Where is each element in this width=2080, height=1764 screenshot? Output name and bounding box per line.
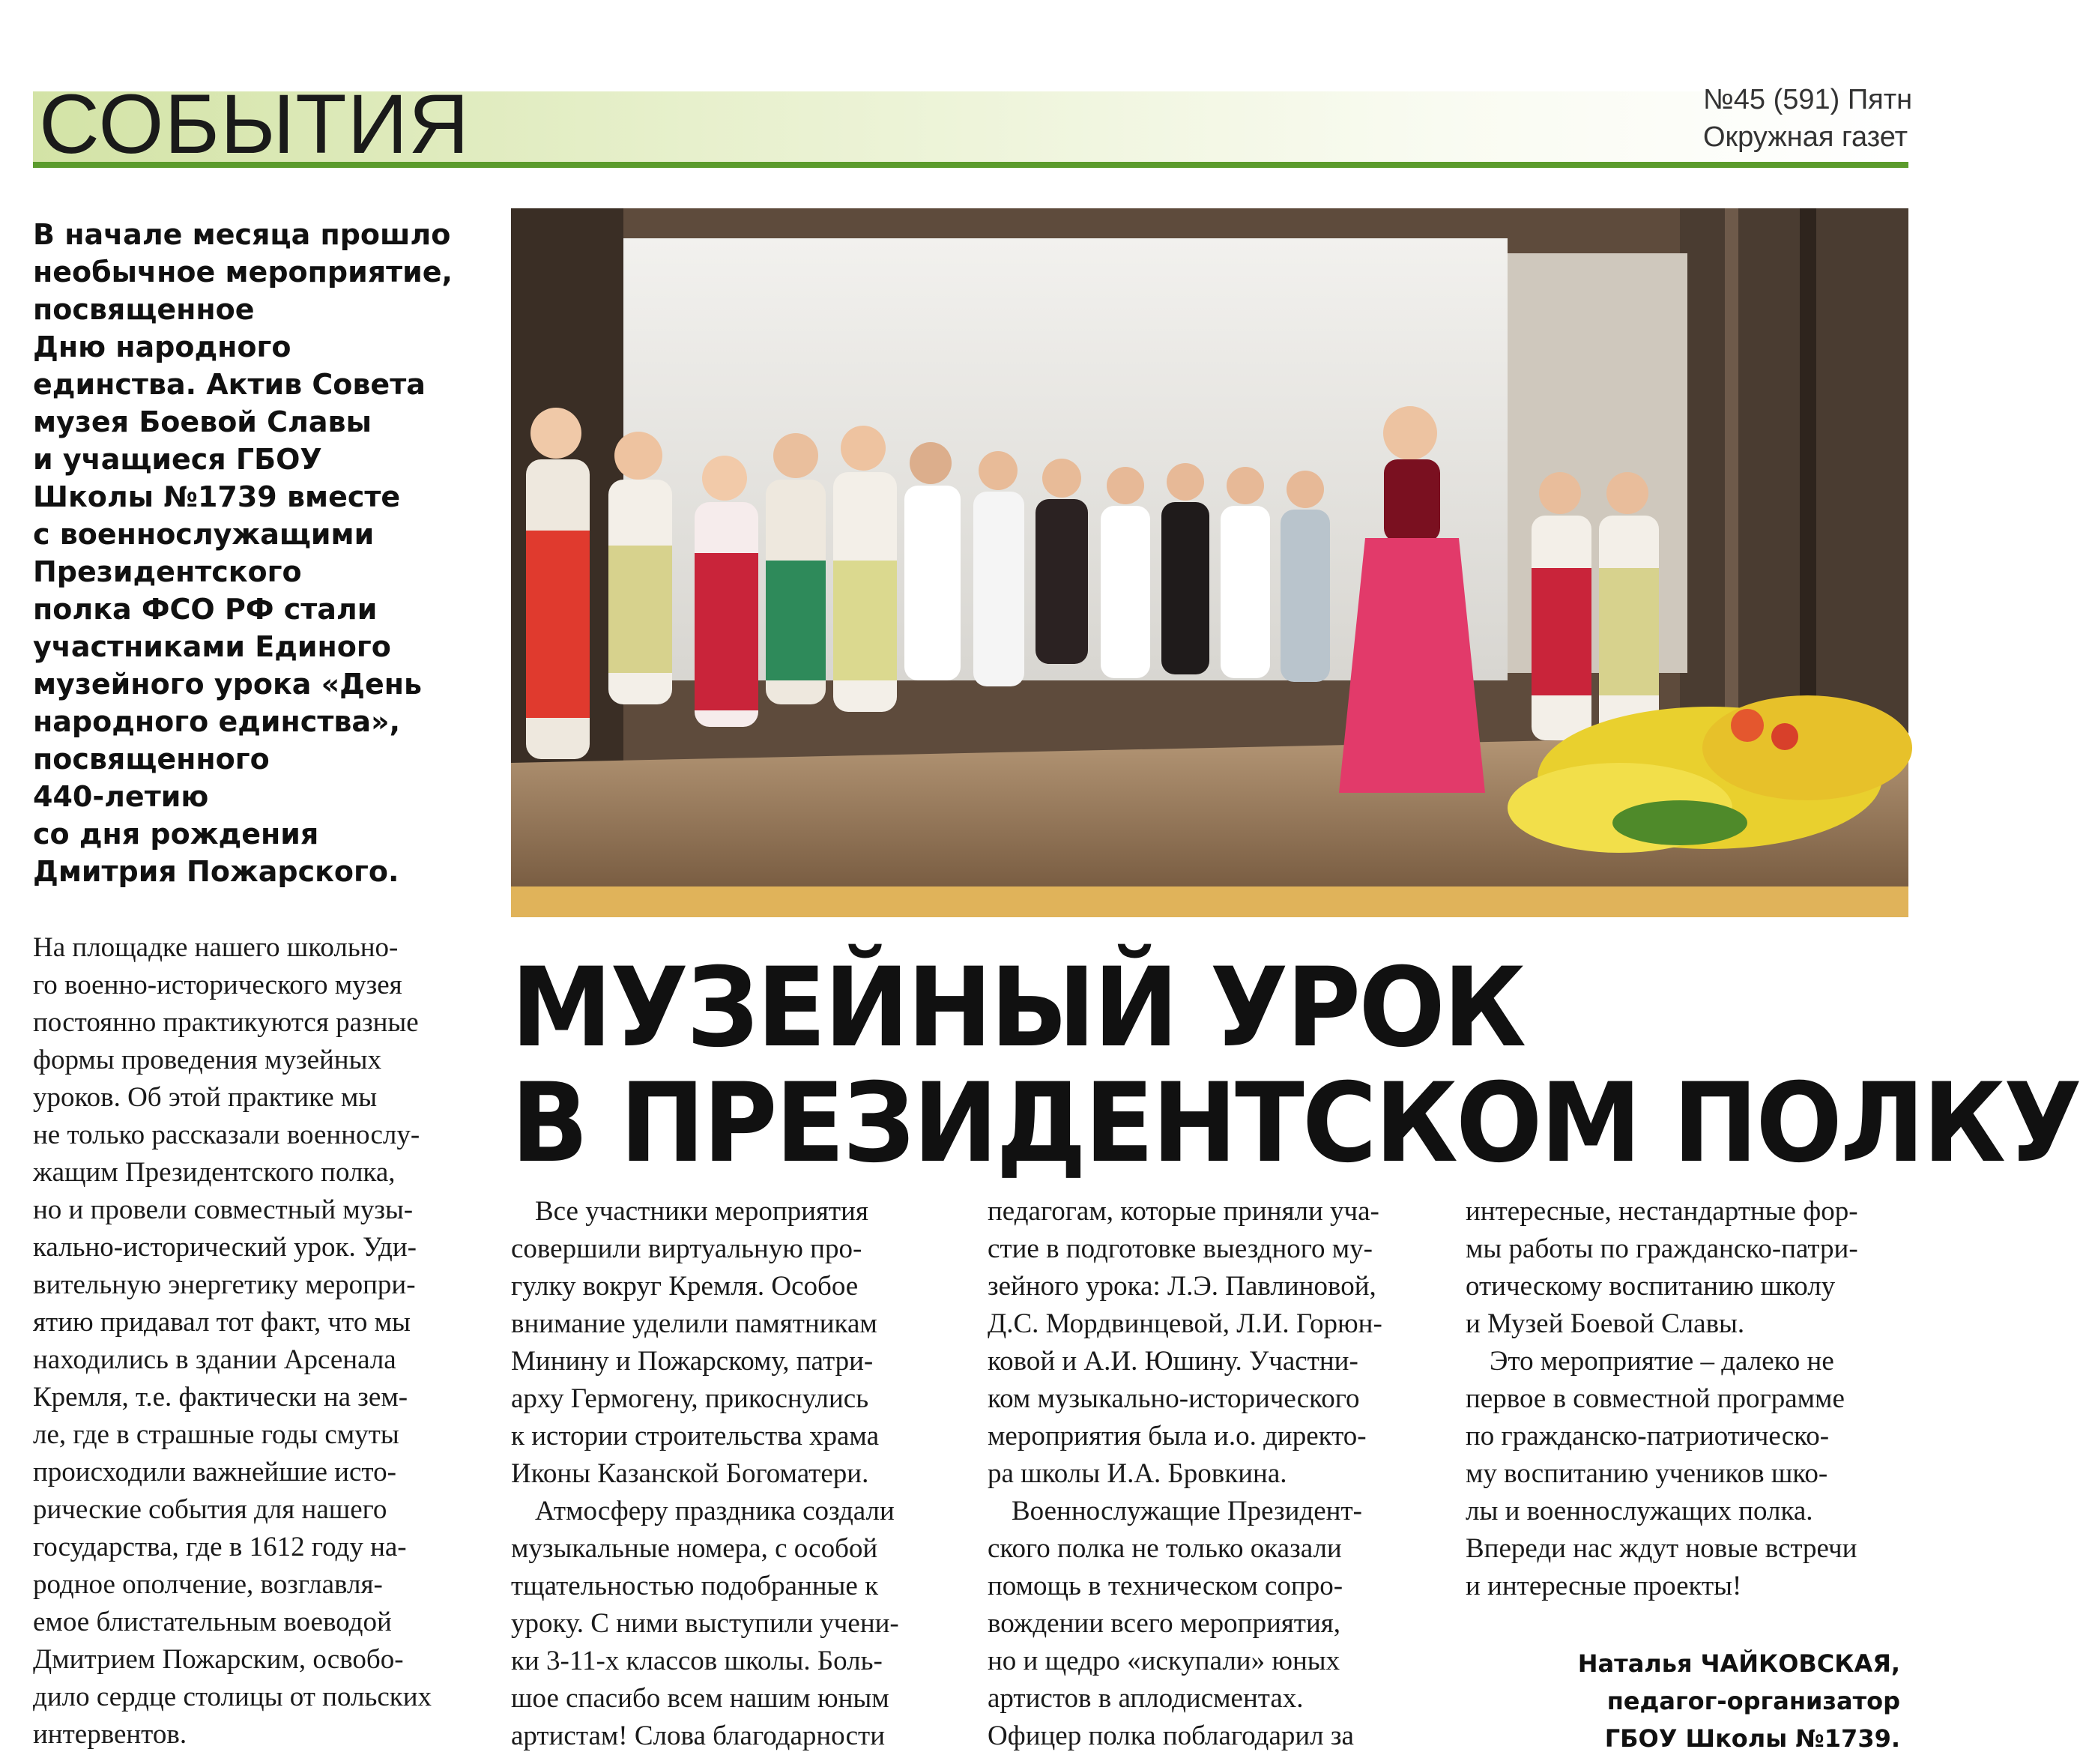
body-line: му воспитанию учеников шко- bbox=[1466, 1458, 1828, 1489]
body-line: Это мероприятие – далеко не bbox=[1490, 1346, 1834, 1377]
lead-line: Дмитрия Пожарского. bbox=[33, 855, 399, 888]
lead-line: музейного урока «День bbox=[33, 668, 423, 701]
body-line: первое в совместной программе bbox=[1466, 1383, 1845, 1414]
body-line: Кремля, т.е. фактически на зем- bbox=[33, 1382, 408, 1413]
body-line: ра школы И.А. Бровкина. bbox=[988, 1458, 1287, 1489]
body-line: ковой и А.И. Юшину. Участни- bbox=[988, 1346, 1358, 1377]
headline-line: МУЗЕЙНЫЙ УРОК bbox=[511, 944, 1525, 1072]
issue-number: №45 (591) Пятн bbox=[1703, 84, 1913, 115]
body-line: внимание уделили памятникам bbox=[511, 1308, 877, 1339]
body-line: кально-исторический урок. Уди- bbox=[33, 1232, 417, 1263]
body-line: Дмитрием Пожарским, освобо- bbox=[33, 1644, 404, 1675]
body-line: Военнослужащие Президент- bbox=[1012, 1496, 1362, 1526]
body-line: ки 3-11-х классов школы. Боль- bbox=[511, 1646, 883, 1676]
body-line: государства, где в 1612 году на- bbox=[33, 1532, 407, 1562]
author-school: ГБОУ Школы №1739. bbox=[1604, 1724, 1900, 1753]
body-line: к истории строительства храма bbox=[511, 1421, 880, 1452]
body-line: стие в подготовке выездного му- bbox=[988, 1233, 1373, 1264]
body-line: интервентов. bbox=[33, 1719, 187, 1750]
section-title: СОБЫТИЯ bbox=[39, 77, 470, 171]
body-line: педагогам, которые приняли уча- bbox=[988, 1196, 1379, 1227]
lead-line: В начале месяца прошло bbox=[33, 218, 451, 251]
body-line: помощь в техническом сопро- bbox=[988, 1571, 1343, 1601]
body-line: гулку вокруг Кремля. Особое bbox=[511, 1271, 859, 1302]
body-line: и Музей Боевой Славы. bbox=[1466, 1308, 1745, 1339]
body-line: ского полка не только оказали bbox=[988, 1533, 1342, 1564]
lead-line: Президентского bbox=[33, 555, 302, 588]
body-line: го военно-исторического музея bbox=[33, 970, 402, 1000]
body-column-3 bbox=[988, 1193, 1426, 1755]
body-line: Впереди нас ждут новые встречи bbox=[1466, 1533, 1857, 1564]
body-line: уроку. С ними выступили учени- bbox=[511, 1608, 899, 1639]
issue-info bbox=[1703, 81, 1913, 156]
body-line: Д.С. Мордвинцевой, Л.И. Горюн- bbox=[988, 1308, 1382, 1339]
author-byline bbox=[1466, 1645, 1900, 1757]
body-line: ком музыкально-исторического bbox=[988, 1383, 1360, 1414]
body-line: дило сердце столицы от польских bbox=[33, 1682, 432, 1712]
body-line: Офицер полка поблагодарил за bbox=[988, 1721, 1354, 1751]
body-line: емое блистательным воеводой bbox=[33, 1607, 392, 1637]
body-line: вождении всего мероприятия, bbox=[988, 1608, 1341, 1639]
lead-line: участниками Единого bbox=[33, 630, 391, 663]
body-line: артистов в аплодисментах. bbox=[988, 1683, 1304, 1714]
body-line: На площадке нашего школьно- bbox=[33, 932, 399, 963]
body-line: находились в здании Арсенала bbox=[33, 1344, 396, 1375]
body-line: по гражданско-патриотическо- bbox=[1466, 1421, 1830, 1452]
body-column-4 bbox=[1466, 1193, 1908, 1605]
lead-line: полка ФСО РФ стали bbox=[33, 593, 378, 626]
lead-line: Дню народного bbox=[33, 330, 291, 363]
lead-line: народного единства», bbox=[33, 705, 401, 738]
body-line: мы работы по гражданско-патри- bbox=[1466, 1233, 1858, 1264]
article-headline bbox=[511, 944, 2080, 1187]
body-line: вительную энергетику меропри- bbox=[33, 1269, 416, 1300]
body-line: шое спасибо всем нашим юным bbox=[511, 1683, 889, 1714]
body-line: интересные, нестандартные фор- bbox=[1466, 1196, 1858, 1227]
body-line: ле, где в страшные годы смуты bbox=[33, 1419, 399, 1450]
lead-line: посвященное bbox=[33, 293, 255, 326]
lead-line: единства. Актив Совета bbox=[33, 368, 426, 401]
lead-line: музея Боевой Славы bbox=[33, 405, 372, 438]
body-line: не только рассказали военнослу- bbox=[33, 1120, 420, 1150]
body-line: постоянно практикуются разные bbox=[33, 1007, 419, 1038]
article-photo bbox=[511, 208, 1908, 917]
body-line: Атмосферу праздника создали bbox=[535, 1496, 895, 1526]
author-name: Наталья ЧАЙКОВСКАЯ, bbox=[1577, 1649, 1900, 1678]
body-line: музыкальные номера, с особой bbox=[511, 1533, 878, 1564]
body-column-1 bbox=[33, 929, 475, 1754]
body-line: артистам! Слова благодарности bbox=[511, 1721, 885, 1751]
lead-line: необычное мероприятие, bbox=[33, 256, 453, 289]
body-line: совершили виртуальную про- bbox=[511, 1233, 862, 1264]
body-line: но и провели совместный музы- bbox=[33, 1194, 414, 1225]
body-line: формы проведения музейных bbox=[33, 1045, 381, 1075]
lead-line: 440-летию bbox=[33, 780, 209, 813]
body-line: жащим Президентского полка, bbox=[33, 1157, 396, 1188]
lead-line: и учащиеся ГБОУ bbox=[33, 443, 322, 476]
lead-line: с военнослужащими bbox=[33, 518, 375, 551]
lead-line: Школы №1739 вместе bbox=[33, 480, 401, 513]
body-line: Иконы Казанской Богоматери. bbox=[511, 1458, 869, 1489]
author-role: педагог-организатор bbox=[1606, 1687, 1900, 1715]
body-line: уроков. Об этой практике мы bbox=[33, 1082, 378, 1113]
stage-photo-illustration bbox=[511, 208, 1908, 917]
body-line: арху Гермогену, прикоснулись bbox=[511, 1383, 869, 1414]
body-line: зейного урока: Л.Э. Павлиновой, bbox=[988, 1271, 1376, 1302]
body-line: происходили важнейшие исто- bbox=[33, 1457, 396, 1487]
body-line: и интересные проекты! bbox=[1466, 1571, 1742, 1601]
article-lead bbox=[33, 216, 483, 890]
body-line: Все участники мероприятия bbox=[535, 1196, 868, 1227]
headline-line: В ПРЕЗИДЕНТСКОМ ПОЛКУ bbox=[511, 1060, 2080, 1187]
lead-line: со дня рождения bbox=[33, 818, 319, 851]
newspaper-name: Окружная газет bbox=[1703, 121, 1908, 153]
body-line: отическому воспитанию школу bbox=[1466, 1271, 1836, 1302]
body-line: рические события для нашего bbox=[33, 1494, 387, 1525]
body-line: мероприятия была и.о. директо- bbox=[988, 1421, 1367, 1452]
body-line: родное ополчение, возглавля- bbox=[33, 1569, 383, 1600]
body-line: Минину и Пожарскому, патри- bbox=[511, 1346, 874, 1377]
lead-line: посвященного bbox=[33, 743, 270, 776]
body-line: но и щедро «искупали» юных bbox=[988, 1646, 1340, 1676]
body-column-2 bbox=[511, 1193, 949, 1755]
body-line: ятию придавал тот факт, что мы bbox=[33, 1307, 411, 1338]
body-line: лы и военнослужащих полка. bbox=[1466, 1496, 1813, 1526]
body-line: тщательностью подобранные к bbox=[511, 1571, 879, 1601]
